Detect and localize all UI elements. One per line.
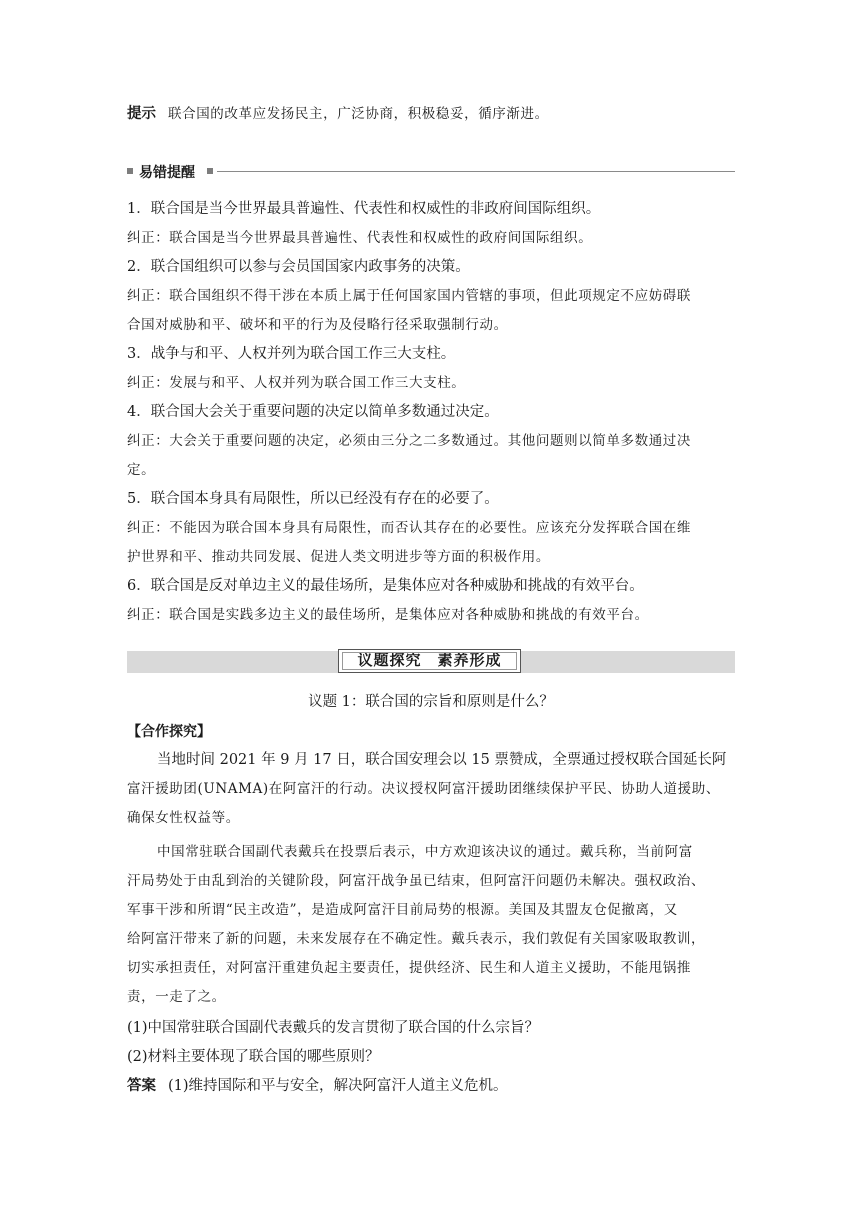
section-banner	[127, 651, 735, 673]
section-label: 【合作探究】	[127, 723, 211, 739]
pitfall-claim: 2．联合国组织可以参与会员国国家内政事务的决策。	[127, 259, 470, 275]
paragraph-line: 富汗援助团(UNAMA)在阿富汗的行动。决议授权阿富汗援助团继续保护平民、协助人道援助、	[127, 781, 720, 797]
pitfall-title: 易错提醒	[139, 164, 195, 180]
pitfall-fix: 纠正：发展与和平、人权并列为联合国工作三大支柱。	[127, 375, 466, 391]
pitfall-claim: 6．联合国是反对单边主义的最佳场所，是集体应对各种威胁和挑战的有效平台。	[127, 578, 644, 594]
divider	[217, 171, 735, 172]
pitfall-fix: 纠正：大会关于重要问题的决定，必须由三分之二多数通过。其他问题则以简单多数通过决	[127, 433, 691, 449]
answer-line	[127, 1076, 737, 1096]
paragraph-line: 当地时间 2021 年 9 月 17 日，联合国安理会以 15 票赞成，全票通过授权联合国延长阿	[157, 752, 727, 768]
pitfall-fix: 纠正：联合国组织不得干涉在本质上属于任何国家国内管辖的事项，但此项规定不应妨碍联	[127, 288, 691, 304]
pitfall-claim: 3．战争与和平、人权并列为联合国工作三大支柱。	[127, 346, 456, 362]
pitfall-claim: 4．联合国大会关于重要问题的决定以简单多数通过决定。	[127, 404, 499, 420]
banner-text: 议题探究 素养形成	[357, 652, 502, 669]
paragraph-line: 给阿富汗带来了新的问题，未来发展存在不确定性。戴兵表示，我们敦促有关国家吸取教训，	[127, 931, 706, 947]
tip-label: 提示	[127, 106, 156, 122]
answer-label: 答案	[127, 1078, 156, 1094]
pitfall-fix: 合国对威胁和平、破坏和平的行为及侵略行径采取强制行动。	[127, 317, 508, 333]
question-2: (2)材料主要体现了联合国的哪些原则？	[127, 1049, 380, 1065]
paragraph-line: 汗局势处于由乱到治的关键阶段，阿富汗战争虽已结束，但阿富汗问题仍未解决。强权政治、	[127, 873, 706, 889]
pitfall-fix: 定。	[127, 462, 156, 478]
topic-title: 议题 1：联合国的宗旨和原则是什么？	[308, 694, 554, 710]
section-banner-title	[338, 649, 521, 673]
pitfall-claim: 5．联合国本身具有局限性，所以已经没有存在的必要了。	[127, 491, 499, 507]
pitfall-fix: 护世界和平、推动共同发展、促进人类文明进步等方面的积极作用。	[127, 549, 550, 565]
square-bullet-icon	[127, 168, 133, 174]
paragraph-line: 军事干涉和所谓“民主改造”，是造成阿富汗目前局势的根源。美国及其盟友仓促撤离，又	[127, 902, 678, 918]
pitfall-fix: 纠正：联合国是当今世界最具普遍性、代表性和权威性的政府间国际组织。	[127, 230, 593, 246]
pitfall-fix: 纠正：不能因为联合国本身具有局限性，而否认其存在的必要性。应该充分发挥联合国在维	[127, 520, 691, 536]
paragraph-line: 确保女性权益等。	[127, 810, 240, 826]
banner-frame	[342, 652, 517, 670]
tip-text: 联合国的改革应发扬民主，广泛协商，积极稳妥，循序渐进。	[168, 106, 549, 122]
question-1: (1)中国常驻联合国副代表戴兵的发言贯彻了联合国的什么宗旨？	[127, 1020, 540, 1036]
pitfall-header	[127, 162, 735, 182]
paragraph-line: 责，一走了之。	[127, 989, 226, 1005]
answer-1: (1)维持国际和平与安全，解决阿富汗人道主义危机。	[168, 1078, 508, 1094]
pitfall-fix: 纠正：联合国是实践多边主义的最佳场所，是集体应对各种威胁和挑战的有效平台。	[127, 607, 649, 623]
tip-line	[127, 104, 737, 124]
pitfall-claim: 1．联合国是当今世界最具普遍性、代表性和权威性的非政府间国际组织。	[127, 201, 601, 217]
paragraph-line: 切实承担责任，对阿富汗重建负起主要责任，提供经济、民生和人道主义援助，不能甩锅推	[127, 960, 691, 976]
square-bullet-icon	[207, 168, 213, 174]
paragraph-line: 中国常驻联合国副代表戴兵在投票后表示，中方欢迎该决议的通过。戴兵称，当前阿富	[157, 844, 693, 860]
